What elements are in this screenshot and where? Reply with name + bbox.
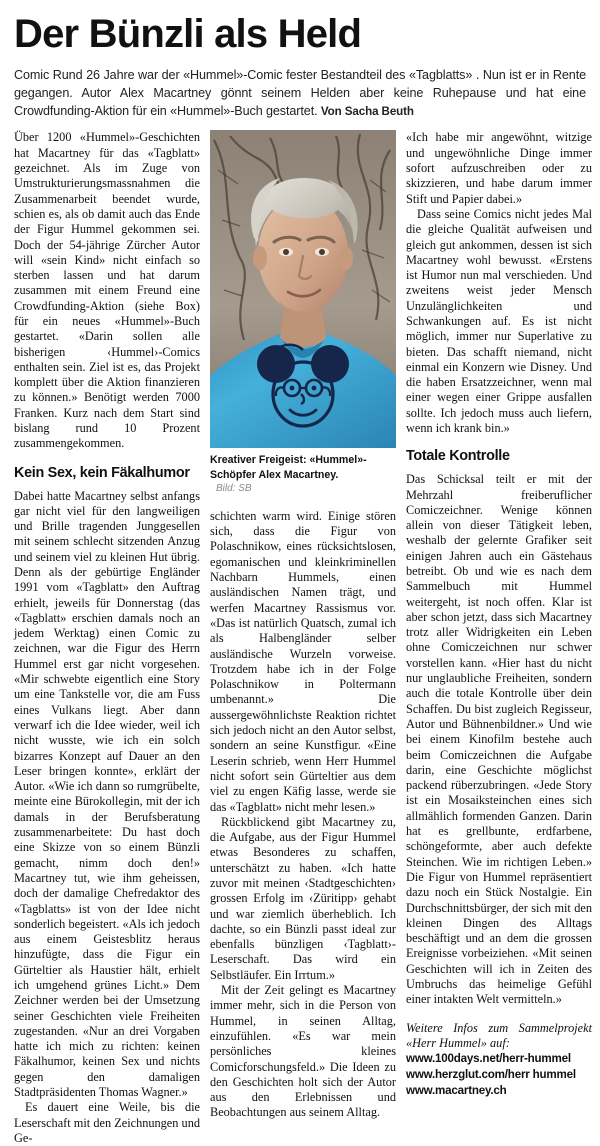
column-one	[14, 130, 200, 1146]
info-link-100days[interactable]: www.100days.net/herr-hummel	[406, 1052, 571, 1066]
portrait-photo-graphic	[210, 130, 396, 448]
article-byline: Von Sacha Beuth	[320, 104, 414, 118]
info-link-macartney[interactable]: www.macartney.ch	[406, 1083, 507, 1097]
lead-text: Rund 26 Jahre war der «Hummel»-Comic fester Bestandteil des «Tagblatts» . Nun ist er in Rente gegangen. Autor Alex Macartney gönnt seinem Helden aber keine Ruhepause und hat eine Crowdfunding-Aktion für ein «Hummel»-Buch gestartet.	[14, 67, 586, 118]
article-photo-figure	[210, 130, 396, 494]
section-subhead-totale-kontrolle: Totale Kontrolle	[406, 448, 510, 465]
column-two	[210, 130, 396, 1146]
caption-spacer	[210, 500, 396, 509]
article-columns	[0, 120, 600, 1146]
photo-caption-text: Kreativer Freigeist: «Hummel»-Schöpfer Alex Macartney.	[210, 454, 367, 481]
lead-kicker: Comic	[14, 67, 50, 82]
column-three	[406, 130, 592, 1146]
article-lead	[14, 67, 586, 121]
paragraph: «Ich habe mir angewöhnt, witzige und ungewöhnliche Dinge immer sofort aufzuschreiben oder zu skizzieren, und habe darum immer Stift und Papier dabei.»	[406, 130, 592, 206]
paragraph: Mit der Zeit gelingt es Macartney immer mehr, sich in die Person von Hummel, in seinen Alltag, einzufühlen. «Es war mein persönliches kleines Comicforschungsfeld.» Die Ideen zu den Geschichten holt sich der Autor aus den Erlebnissen und Beobachtungen aus seinem Alltag.	[210, 983, 396, 1120]
photo-caption	[210, 453, 396, 494]
portrait-photo	[210, 130, 396, 448]
info-link-herzglut[interactable]: www.herzglut.com/herr hummel	[406, 1067, 576, 1081]
section-subhead-kein-sex: Kein Sex, kein Fäkalhumor	[14, 464, 190, 481]
photo-credit: Bild: SB	[216, 482, 252, 494]
paragraph: Das Schicksal teilt er mit der Mehrzahl freiberuflicher Comiczeichner. Wenige können allein von dieser Tätigkeit leben, weshalb der gelernte Grafiker seit einigen Jahren auch ein Gästehaus betreibt. Ob und wie es nach dem Sammelbuch mit Hummel weitergeht, ist noch offen. Klar ist aber schon jetzt, dass sich Macartney trotz aller Widrigkeiten ein Leben ohne Comiczeichnen nur schwer vorstellen kann. «Hier hast du nicht nur unglaubliche Freiheiten, sondern auch die totale Kontrolle über dein Schaffen. Du bist zugleich Regisseur, Autor und Bühnenbildner.» Und wie bei einem Kinofilm bestehe auch beim Comiczeichnen die Aufgabe darin, eine Geschichte möglichst packend rüberzubringen. «Jede Story ist ein Mosaiksteinchen eines sich allmählich formenden Ganzen. Darin hat es grellbunte, erdfarbene, schöngeformte, aber auch defekte Steinchen. Wie im richtigen Leben.» Die Figur von Hummel repräsentiert dazu noch ein Stück Nostalgie. Ein Durchschnittsbürger, der sich mit den kleinen Dingen des Alltags beschäftigt und an dem die grossen Ereignisse vorbeiziehen. «Mit seinen Geschichten will ich in Zeiten des Umbruchs das heimelige Gefühl einer intakten Welt vermitteln.»	[406, 472, 592, 1007]
paragraph: Dabei hatte Macartney selbst anfangs gar nicht viel für den langweiligen und Brille tragenden Junggesellen mit seinem schlecht sitzenden Anzug und seinem viel zu kleinen Hut übrig. Denn als der gebürtige Engländer 1991 vom «Tagblatt» den Auftrag erhielt, jeweils für Donnerstag (das «Tagblatt» erschien damals noch an jedem Werktag) einen Comic zu zeichnen, war die Figur des Herrn Hummel erst gar nicht vorgesehen. «Mir schwebte eigentlich eine Story um eine Tankstelle vor, die am Fuss eines Vulkans liegt. Aber dann verwarf ich die Idee wieder, weil ich nicht wusste, wie ich ein solch bizarres Konzept auf Dauer an den Leser bringen konnte», erklärt der Autor. «Wie ich dann so rumgrübelte, meinte eine Bürokollegin, mit der ich damals in der Berufsberatung zusammenarbeitete: Du hast doch eine Skizze von so einem Bünzli gemacht, nimm doch den!» Macartney tut, wie ihm geheissen, doch der damalige Chefredaktor des «Tagblatts» ist von der Idee nicht sonderlich begeistert. «Als ich jedoch aus einem Geistesblitz heraus hinzufügte, dass die Figur ein Gürteltier als Haustier hält, erhielt ich umgehend grünes Licht.» Dem Zeichner werden bei der Umsetzung seiner Geschichten viele Freiheiten zugestanden. «Nur an drei Vorgaben hatte ich mich zu richten: keinen Fäkalhumor, keinen Sex und nichts gegen den damaligen Stadtpräsidenten Thomas Wagner.»	[14, 488, 200, 1100]
further-info-note: Weitere Infos zum Sammelprojekt «Herr Hummel» auf:	[406, 1020, 592, 1050]
paragraph: Über 1200 «Hummel»-Geschichten hat Macartney für das «Tagblatt» gezeichnet. Als im Zuge von Umstrukturierungsmassnahmen die Zusammenarbeit beendet wurde, schien es, als ob damit auch das Ende der Figur Hummel gekommen sei. Doch der 54-jährige Zürcher Autor will «sein Kind» nicht einfach so sterben lassen und hat darum zusammen mit einem Freund eine Crowdfunding-Aktion (siehe Box) für ein neues «Hummel»-Buch gestartet. «Darin sollen alle bisherigen ‹Hummel›-Comics enthalten sein. Ziel ist es, das Projekt komplett über die Aktion finanzieren zu können.» Benötigt werden 7000 Franken. Kurz nach dem Start sind bislang rund 10 Prozent zusammengekommen.	[14, 130, 200, 451]
page-title: Der Bünzli als Held	[14, 12, 362, 56]
paragraph: Dass seine Comics nicht jedes Mal die gleiche Qualität aufweisen und gleich gut ankommen, dessen ist sich Macartney wohl bewusst. «Erstens ist Humor nun mal verschieden. Und zweitens weist jeder Mensch Unzulänglichkeiten und Schwankungen auf. Es ist nicht möglich, immer nur Superlative zu bieten. Das schafft niemand, nicht einmal ein Konzern wie Disney. Und die haben Ersatzzeichner, wenn mal einer wegen einer Grippe ausfallen sollte. Ich jedoch muss auch liefern, wenn ich krank bin.»	[406, 206, 592, 436]
article-header	[0, 0, 600, 120]
paragraph: Rückblickend gibt Macartney zu, die Aufgabe, aus der Figur Hummel etwas Besonderes zu schaffen, unterschätzt zu haben. «Ich hatte zuvor mit meinen ‹Stadtgeschichten› grossen Erfolg im ‹Züritipp› gehabt und war ziemlich überheblich. Ich dachte, so ein Bünzli passt ideal zur ebenfalls bünzligen ‹Tagblatt›-Leserschaft. Das wird ein Selbstläufer. Ein Irrtum.»	[210, 814, 396, 982]
paragraph: schichten warm wird. Einige stören sich, dass die Figur von Polaschnikow, eines rücksichtslosen, egomanischen und kleinkriminellen Nachbarn Hummels, einen ausländischen Namen trägt, und werfen Macartney Rassismus vor. «Das ist natürlich Quatsch, zumal ich als Halbengländer selber ausländische Wurzeln vorweise. Trotzdem habe ich in der Folge Polaschnikow in Poltermann umbenannt.» Die aussergewöhnlichste Reaktion richtet sich jedoch nicht an den Autor selbst, sondern an seine Kunstfigur. «Eine Leserin schrieb, wenn Herr Hummel nicht sofort sein Gürteltier aus dem viel zu engen Käfig lasse, werde sie das «Tagblatt» nicht mehr lesen.»	[210, 508, 396, 814]
paragraph: Es dauert eine Weile, bis die Leserschaft mit den Zeichnungen und Ge-	[14, 1100, 200, 1145]
